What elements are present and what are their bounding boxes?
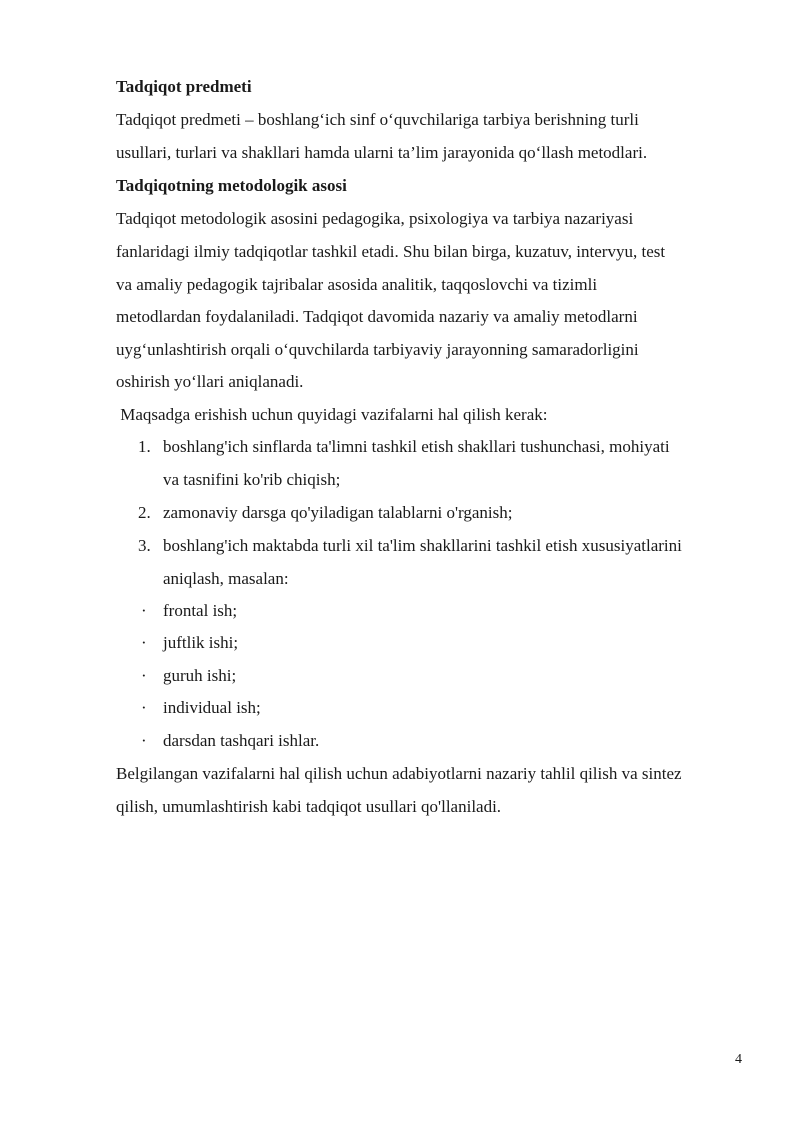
bullet-item-text: juftlik ishi; xyxy=(163,633,239,652)
paragraph-line: Tadqiqot metodologik asosini pedagogika, psixologiya va tarbiya nazariyasi xyxy=(116,209,634,228)
bullet-marker: · xyxy=(141,698,147,717)
paragraph-line: metodlardan foydalaniladi. Tadqiqot davomida nazariy va amaliy metodlarni xyxy=(116,307,638,326)
list-item-text: va tasnifini ko'rib chiqish; xyxy=(163,470,341,489)
tasks-intro: Maqsadga erishish uchun quyidagi vazifalarni hal qilish kerak: xyxy=(116,405,548,424)
section-heading-methodology: Tadqiqotning metodologik asosi xyxy=(116,176,347,195)
paragraph-line: oshirish yo‘llari aniqlanadi. xyxy=(116,372,304,391)
bullet-item-text: frontal ish; xyxy=(163,601,238,620)
section-heading-research-subject: Tadqiqot predmeti xyxy=(116,77,252,96)
bullet-marker: · xyxy=(141,731,147,750)
bullet-marker: · xyxy=(141,633,147,652)
bullet-item-text: individual ish; xyxy=(163,698,261,717)
conclusion-line: Belgilangan vazifalarni hal qilish uchun adabiyotlarni nazariy tahlil qilish va sintez xyxy=(116,764,682,783)
page-number: 4 xyxy=(735,1052,742,1067)
bullet-item-text: guruh ishi; xyxy=(163,666,237,685)
bullet-item-text: darsdan tashqari ishlar. xyxy=(163,731,320,750)
paragraph-line: fanlaridagi ilmiy tadqiqotlar tashkil etadi. Shu bilan birga, kuzatuv, intervyu, test xyxy=(116,242,666,261)
paragraph-line: uyg‘unlashtirish orqali o‘quvchilarda tarbiyaviy jarayonning samaradorligini xyxy=(116,340,639,359)
paragraph-line: Tadqiqot predmeti – boshlang‘ich sinf o‘quvchilariga tarbiya berishning turli xyxy=(116,110,639,129)
list-item-text: aniqlash, masalan: xyxy=(163,569,289,588)
paragraph-line: usullari, turlari va shakllari hamda ularni ta’lim jarayonida qo‘llash metodlari. xyxy=(116,143,648,162)
bullet-marker: · xyxy=(141,601,147,620)
conclusion-line: qilish, umumlashtirish kabi tadqiqot usullari qo'llaniladi. xyxy=(116,797,502,816)
paragraph-line: va amaliy pedagogik tajribalar asosida analitik, taqqoslovchi va tizimli xyxy=(116,275,598,294)
list-item-text: zamonaviy darsga qo'yiladigan talablarni o'rganish; xyxy=(163,503,513,522)
list-number: 1. xyxy=(138,437,151,456)
list-number: 2. xyxy=(138,503,151,522)
list-number: 3. xyxy=(138,536,151,555)
list-item-text: boshlang'ich sinflarda ta'limni tashkil etish shakllari tushunchasi, mohiyati xyxy=(163,437,670,456)
list-item-text: boshlang'ich maktabda turli xil ta'lim shakllarini tashkil etish xususiyatlarini xyxy=(163,536,682,555)
bullet-marker: · xyxy=(141,666,147,685)
